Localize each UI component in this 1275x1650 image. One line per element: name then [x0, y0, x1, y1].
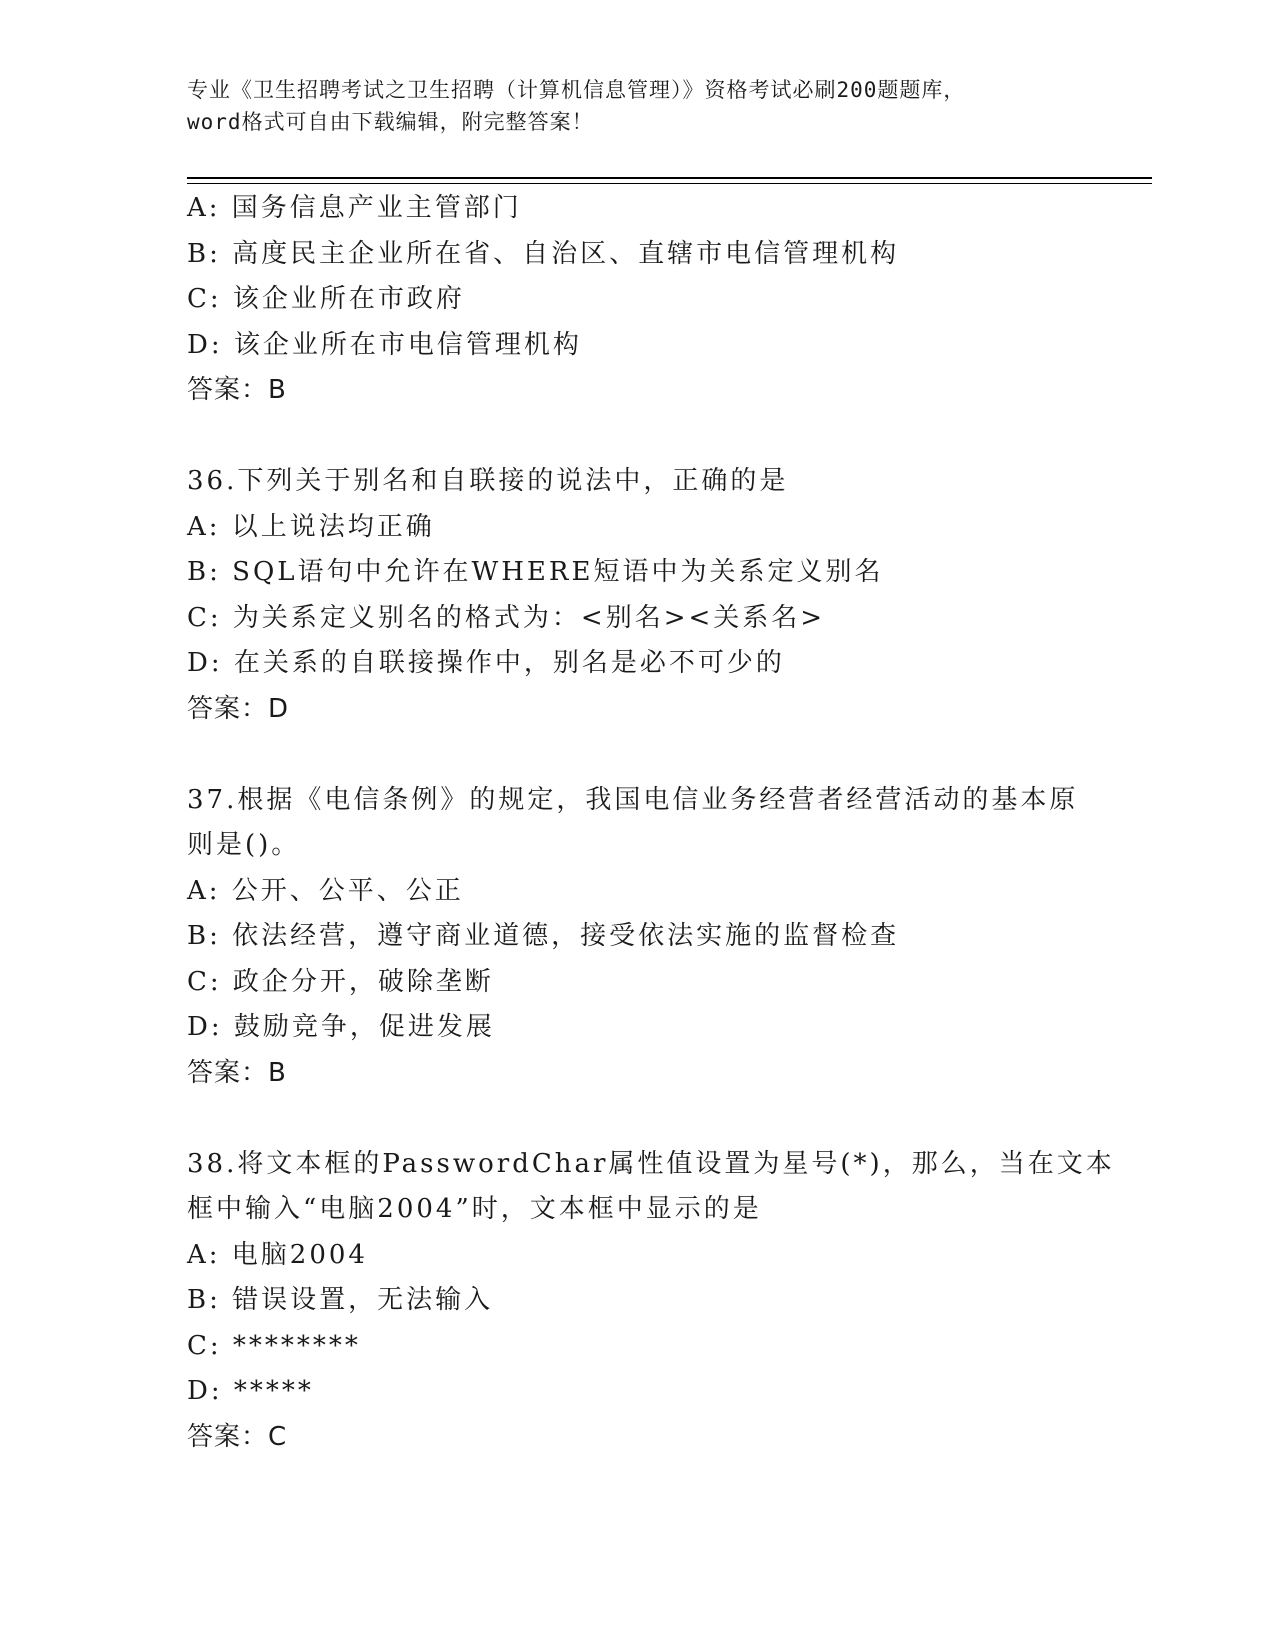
- q36-answer: 答案：D: [187, 693, 290, 724]
- q37-stem-line-1: 37.根据《电信条例》的规定，我国电信业务经营者经营活动的基本原: [187, 784, 1079, 815]
- document-header: [187, 74, 1087, 138]
- spacer: [187, 1096, 1087, 1142]
- header-line-1: 专业《卫生招聘考试之卫生招聘（计算机信息管理）》资格考试必刷200题题库，: [187, 78, 966, 102]
- q36-option-c: C: 为关系定义别名的格式为：<别名><关系名>: [187, 602, 826, 633]
- q37-answer: 答案：B: [187, 1057, 287, 1088]
- q38-option-c: C: ********: [187, 1330, 361, 1361]
- q36-option-b: B: SQL语句中允许在WHERE短语中为关系定义别名: [187, 557, 884, 587]
- q37-option-b: B: 依法经营，遵守商业道德，接受依法实施的监督检查: [187, 921, 900, 951]
- question-37-block: [187, 778, 1087, 1097]
- spacer: [187, 414, 1087, 460]
- question-35-block: [187, 186, 1087, 414]
- q35-answer: 答案：B: [187, 375, 287, 405]
- q38-answer: 答案：C: [187, 1421, 288, 1452]
- spacer: [187, 732, 1087, 778]
- q38-option-a: A: 电脑2004: [187, 1239, 368, 1270]
- q38-option-b: B: 错误设置，无法输入: [187, 1285, 494, 1315]
- q37-stem-line-2: 则是()。: [187, 830, 301, 860]
- q35-option-c: C: 该企业所在市政府: [187, 284, 465, 314]
- q36-stem: 36.下列关于别名和自联接的说法中，正确的是: [187, 466, 789, 496]
- q35-option-b: B: 高度民主企业所在省、自治区、直辖市电信管理机构: [187, 238, 900, 269]
- question-38-block: [187, 1142, 1115, 1461]
- header-rule-thick: [187, 177, 1152, 179]
- q38-option-d: D: *****: [187, 1376, 314, 1406]
- q38-stem-line-1: 38.将文本框的PasswordChar属性值设置为星号(*)，那么，当在文本: [187, 1148, 1115, 1179]
- q36-option-d: D: 在关系的自联接操作中，别名是必不可少的: [187, 648, 785, 678]
- q35-option-a: A: 国务信息产业主管部门: [187, 193, 522, 223]
- q36-option-a: A: 以上说法均正确: [187, 511, 435, 542]
- q37-option-d: D: 鼓励竞争，促进发展: [187, 1012, 495, 1042]
- q37-option-c: C: 政企分开，破除垄断: [187, 966, 494, 997]
- q35-option-d: D: 该企业所在市电信管理机构: [187, 329, 582, 360]
- q37-option-a: A: 公开、公平、公正: [187, 875, 464, 906]
- q38-stem-line-2: 框中输入“电脑2004”时，文本框中显示的是: [187, 1194, 762, 1224]
- question-36-block: [187, 459, 1087, 732]
- question-list: [187, 186, 1115, 1460]
- header-rule-thin: [187, 183, 1152, 184]
- header-line-2: word格式可自由下载编辑，附完整答案！: [187, 110, 594, 134]
